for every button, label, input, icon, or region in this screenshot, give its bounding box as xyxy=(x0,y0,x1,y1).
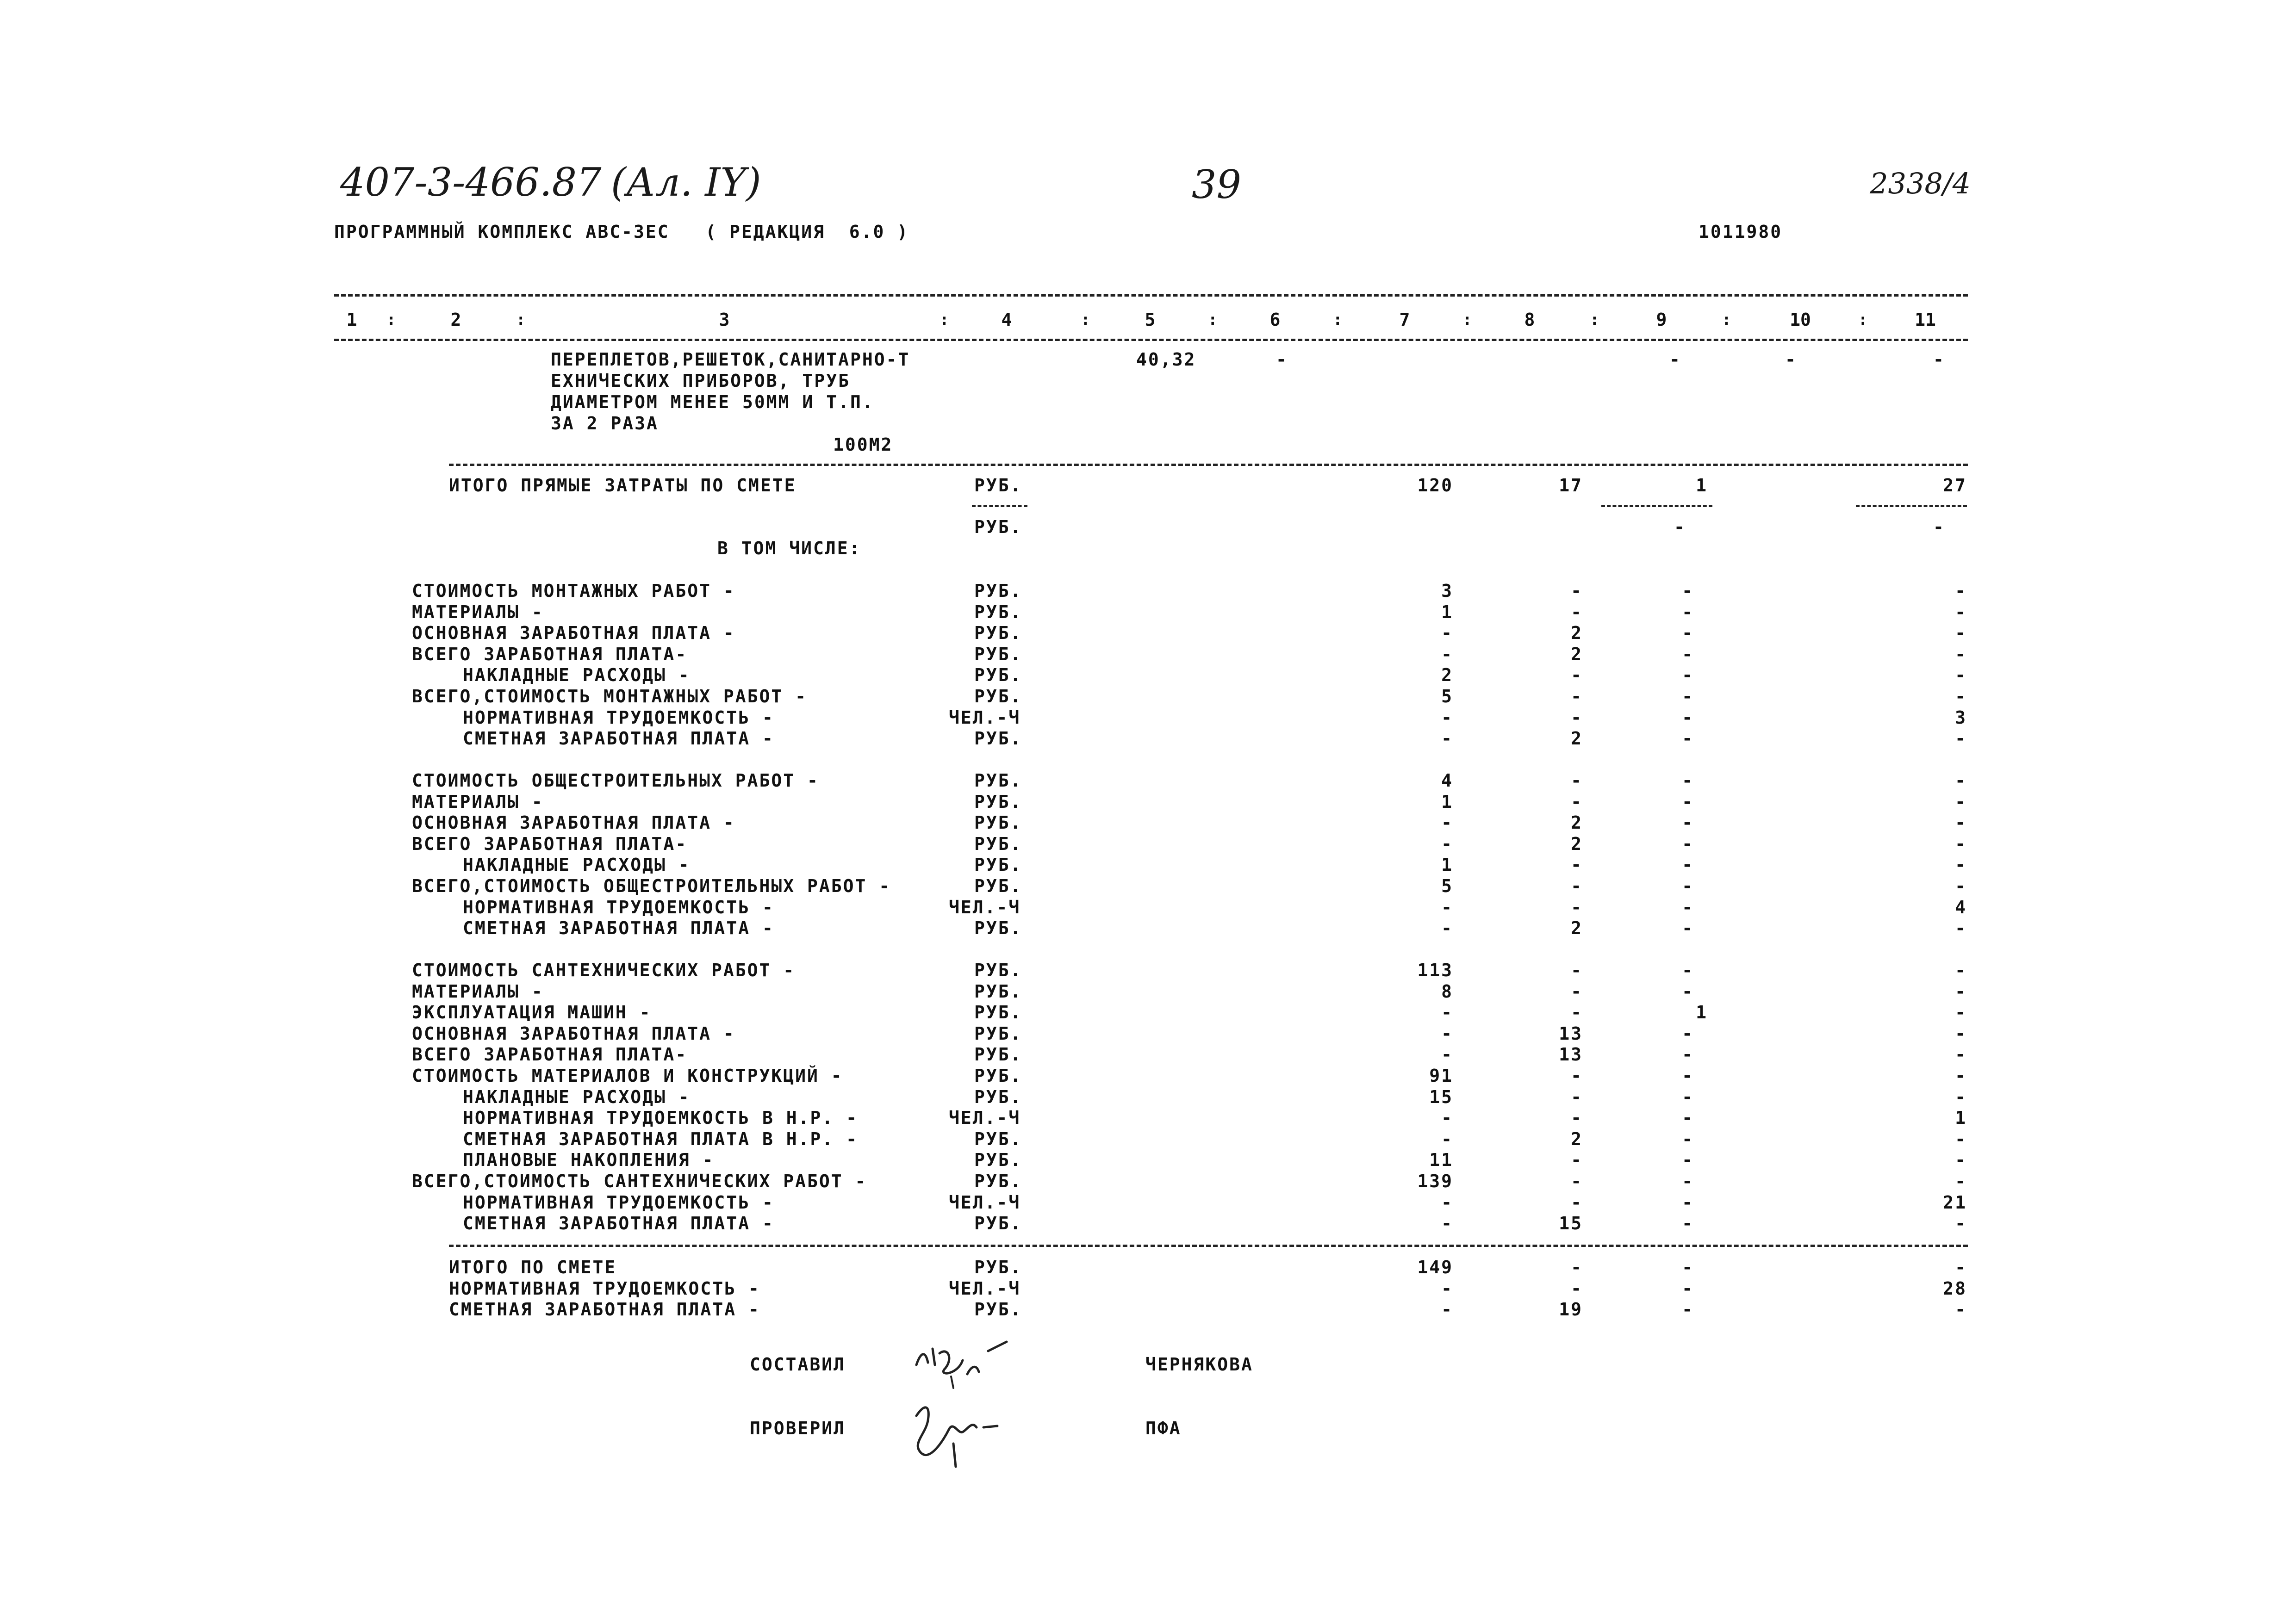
row-unit: ЧЕЛ.-Ч xyxy=(949,897,1021,917)
row-c9: - xyxy=(1682,855,1694,875)
row-c7: 11 xyxy=(1429,1150,1453,1170)
row-label: СМЕТНАЯ ЗАРАБОТНАЯ ПЛАТА В Н.Р. - xyxy=(463,1129,858,1149)
row-c8: 2 xyxy=(1571,1129,1583,1149)
row-c11: - xyxy=(1955,1066,1967,1086)
row-c7: 1 xyxy=(1441,602,1453,622)
row-c11: - xyxy=(1955,602,1967,622)
row-c9: - xyxy=(1682,1192,1694,1213)
row-c8: - xyxy=(1571,665,1583,685)
row-c8: - xyxy=(1571,1257,1583,1277)
row-unit: РУБ. xyxy=(974,1299,1022,1320)
c11-underline xyxy=(1856,505,1967,507)
row-c9: - xyxy=(1682,581,1694,601)
row-c8: - xyxy=(1571,707,1583,728)
row-unit: РУБ. xyxy=(974,1213,1022,1233)
row-c9: - xyxy=(1682,1213,1694,1233)
row-c9: - xyxy=(1682,1023,1694,1044)
total-direct-unit: РУБ. xyxy=(974,475,1022,496)
row-unit: РУБ. xyxy=(974,581,1022,601)
row-label: СМЕТНАЯ ЗАРАБОТНАЯ ПЛАТА - xyxy=(463,918,774,938)
row-c11: - xyxy=(1955,1213,1967,1233)
compiled-name: ЧЕРНЯКОВА xyxy=(1145,1354,1253,1375)
row-c8: - xyxy=(1571,1278,1583,1299)
row-c7: 4 xyxy=(1441,770,1453,791)
program-line: ПРОГРАММНЫЙ КОМПЛЕКС АВС-3ЕС ( РЕДАКЦИЯ 6.0 ) xyxy=(334,222,909,242)
row-c11: - xyxy=(1955,960,1967,980)
row-c11: - xyxy=(1955,665,1967,685)
row-c7: 8 xyxy=(1441,981,1453,1002)
row-c9: - xyxy=(1682,707,1694,728)
row-c8: - xyxy=(1571,1066,1583,1086)
row-c8: 2 xyxy=(1571,918,1583,938)
row-unit: РУБ. xyxy=(974,1023,1022,1044)
column-separator: : xyxy=(516,310,526,329)
row-c9: - xyxy=(1682,1299,1694,1320)
row-c7: - xyxy=(1441,707,1453,728)
total-direct-sub-c11: - xyxy=(1933,517,1945,537)
row-c9: - xyxy=(1682,792,1694,812)
row-c9: - xyxy=(1682,1044,1694,1065)
column-separator: : xyxy=(1333,310,1343,329)
row-c7: - xyxy=(1441,1192,1453,1213)
row-label: НОРМАТИВНАЯ ТРУДОЕМКОСТЬ В Н.Р. - xyxy=(463,1108,858,1128)
row-unit: РУБ. xyxy=(974,834,1022,854)
row-label: СТОИМОСТЬ МАТЕРИАЛОВ И КОНСТРУКЦИЙ - xyxy=(412,1066,843,1086)
page-number: 39 xyxy=(1192,162,1241,207)
row-c11: - xyxy=(1955,1299,1967,1320)
row-c9: - xyxy=(1682,960,1694,980)
row-unit: РУБ. xyxy=(974,876,1022,896)
item-desc-line-2: ЕХНИЧЕСКИХ ПРИБОРОВ, ТРУБ xyxy=(551,371,850,391)
row-c7: - xyxy=(1441,644,1453,664)
row-label: НАКЛАДНЫЕ РАСХОДЫ - xyxy=(463,665,691,685)
row-label: СТОИМОСТЬ МОНТАЖНЫХ РАБОТ - xyxy=(412,581,735,601)
row-unit: РУБ. xyxy=(974,1150,1022,1170)
row-c11: - xyxy=(1955,1171,1967,1191)
column-separator: : xyxy=(1081,310,1090,329)
item-c6: - xyxy=(1276,349,1288,370)
total-direct-c11: 27 xyxy=(1943,475,1967,496)
total-direct-sub-c9: - xyxy=(1674,517,1686,537)
row-c7: 113 xyxy=(1417,960,1453,980)
row-c8: - xyxy=(1571,686,1583,707)
row-unit: ЧЕЛ.-Ч xyxy=(949,707,1021,728)
column-number-2: 2 xyxy=(450,310,461,330)
row-c7: 2 xyxy=(1441,665,1453,685)
row-c9: - xyxy=(1682,1278,1694,1299)
row-c11: - xyxy=(1955,1044,1967,1065)
row-c9: - xyxy=(1682,834,1694,854)
item-c5: 40,32 xyxy=(1136,349,1196,370)
row-c8: - xyxy=(1571,1150,1583,1170)
row-c8: - xyxy=(1571,897,1583,917)
rule-before-total xyxy=(449,464,1968,466)
row-unit: РУБ. xyxy=(974,855,1022,875)
row-unit: РУБ. xyxy=(974,981,1022,1002)
row-unit: ЧЕЛ.-Ч xyxy=(949,1192,1021,1213)
row-label: МАТЕРИАЛЫ - xyxy=(412,981,544,1002)
row-c9: - xyxy=(1682,644,1694,664)
row-unit: РУБ. xyxy=(974,1129,1022,1149)
row-label: МАТЕРИАЛЫ - xyxy=(412,602,544,622)
row-unit: РУБ. xyxy=(974,665,1022,685)
column-separator: : xyxy=(1858,310,1868,329)
row-c7: - xyxy=(1441,1108,1453,1128)
item-desc-line-4: ЗА 2 РАЗА xyxy=(551,413,659,434)
row-c11: - xyxy=(1955,918,1967,938)
row-c7: 1 xyxy=(1441,855,1453,875)
album-ref: (Ал. IY) xyxy=(611,160,761,205)
row-c8: 2 xyxy=(1571,834,1583,854)
row-unit: РУБ. xyxy=(974,602,1022,622)
row-c8: - xyxy=(1571,1192,1583,1213)
row-c9: - xyxy=(1682,1150,1694,1170)
row-unit: РУБ. xyxy=(974,960,1022,980)
item-c10: - xyxy=(1785,349,1797,370)
total-direct-c8: 17 xyxy=(1559,475,1583,496)
row-c7: - xyxy=(1441,623,1453,643)
row-c11: - xyxy=(1955,834,1967,854)
item-desc-line-1: ПЕРЕПЛЕТОВ,РЕШЕТОК,САНИТАРНО-Т xyxy=(551,349,910,370)
row-c11: 1 xyxy=(1955,1108,1967,1128)
column-number-5: 5 xyxy=(1145,310,1156,330)
row-c9: - xyxy=(1682,686,1694,707)
row-c7: 3 xyxy=(1441,581,1453,601)
row-label: СТОИМОСТЬ САНТЕХНИЧЕСКИХ РАБОТ - xyxy=(412,960,796,980)
row-c9: - xyxy=(1682,1129,1694,1149)
row-c7: 139 xyxy=(1417,1171,1453,1191)
row-label: ВСЕГО,СТОИМОСТЬ САНТЕХНИЧЕСКИХ РАБОТ - xyxy=(412,1171,867,1191)
row-c9: - xyxy=(1682,812,1694,833)
row-c9: - xyxy=(1682,981,1694,1002)
row-unit: РУБ. xyxy=(974,1257,1022,1277)
total-direct-sub-unit: РУБ. xyxy=(974,517,1022,537)
row-unit: РУБ. xyxy=(974,770,1022,791)
row-c11: - xyxy=(1955,581,1967,601)
row-c11: - xyxy=(1955,812,1967,833)
row-label: НОРМАТИВНАЯ ТРУДОЕМКОСТЬ - xyxy=(463,897,774,917)
row-c7: 1 xyxy=(1441,792,1453,812)
row-label: ВСЕГО ЗАРАБОТНАЯ ПЛАТА- xyxy=(412,644,688,664)
row-c8: - xyxy=(1571,855,1583,875)
row-label: НОРМАТИВНАЯ ТРУДОЕМКОСТЬ - xyxy=(463,1192,774,1213)
row-label: ОСНОВНАЯ ЗАРАБОТНАЯ ПЛАТА - xyxy=(412,623,735,643)
row-unit: ЧЕЛ.-Ч xyxy=(949,1278,1021,1299)
row-c8: - xyxy=(1571,602,1583,622)
row-c8: 2 xyxy=(1571,644,1583,664)
row-c9: 1 xyxy=(1696,1002,1708,1023)
row-c8: - xyxy=(1571,876,1583,896)
row-c8: 13 xyxy=(1559,1023,1583,1044)
total-direct-c9: 1 xyxy=(1696,475,1708,496)
column-separator: : xyxy=(1722,310,1731,329)
doc-code: 407-3-466.87 xyxy=(340,160,602,205)
row-c8: - xyxy=(1571,770,1583,791)
total-direct-label: ИТОГО ПРЯМЫЕ ЗАТРАТЫ ПО СМЕТЕ xyxy=(449,475,796,496)
column-number-10: 10 xyxy=(1790,310,1811,330)
column-separator: : xyxy=(940,310,949,329)
row-unit: РУБ. xyxy=(974,792,1022,812)
row-unit: РУБ. xyxy=(974,1087,1022,1107)
row-c11: - xyxy=(1955,792,1967,812)
row-c9: - xyxy=(1682,876,1694,896)
column-separator: : xyxy=(1590,310,1599,329)
item-c9: - xyxy=(1669,349,1681,370)
column-number-9: 9 xyxy=(1656,310,1667,330)
row-c11: - xyxy=(1955,623,1967,643)
row-unit: РУБ. xyxy=(974,1044,1022,1065)
row-c11: - xyxy=(1955,1002,1967,1023)
row-unit: РУБ. xyxy=(974,686,1022,707)
including-label: В ТОМ ЧИСЛЕ: xyxy=(717,538,861,558)
row-label: НАКЛАДНЫЕ РАСХОДЫ - xyxy=(463,855,691,875)
column-number-7: 7 xyxy=(1399,310,1410,330)
code-right: 1011980 xyxy=(1699,222,1783,242)
row-label: ОСНОВНАЯ ЗАРАБОТНАЯ ПЛАТА - xyxy=(412,1023,735,1044)
row-unit: РУБ. xyxy=(974,1171,1022,1191)
column-separator: : xyxy=(1462,310,1472,329)
row-c9: - xyxy=(1682,897,1694,917)
row-label: СМЕТНАЯ ЗАРАБОТНАЯ ПЛАТА - xyxy=(449,1299,760,1320)
row-c9: - xyxy=(1682,728,1694,749)
row-c9: - xyxy=(1682,1171,1694,1191)
row-unit: РУБ. xyxy=(974,1002,1022,1023)
row-c8: - xyxy=(1571,1171,1583,1191)
row-unit: РУБ. xyxy=(974,812,1022,833)
column-number-4: 4 xyxy=(1001,310,1012,330)
column-number-11: 11 xyxy=(1915,310,1936,330)
row-c7: - xyxy=(1441,1213,1453,1233)
row-c7: 5 xyxy=(1441,686,1453,707)
total-direct-c7: 120 xyxy=(1417,475,1453,496)
row-label: ПЛАНОВЫЕ НАКОПЛЕНИЯ - xyxy=(463,1150,715,1170)
header-rule-top xyxy=(334,294,1968,297)
item-desc-line-3: ДИАМЕТРОМ МЕНЕЕ 50ММ И Т.П. xyxy=(551,392,874,412)
row-c11: - xyxy=(1955,1150,1967,1170)
row-unit: РУБ. xyxy=(974,623,1022,643)
row-c9: - xyxy=(1682,1087,1694,1107)
row-label: СМЕТНАЯ ЗАРАБОТНАЯ ПЛАТА - xyxy=(463,728,774,749)
row-c11: - xyxy=(1955,981,1967,1002)
row-c9: - xyxy=(1682,1257,1694,1277)
checked-signature xyxy=(902,1393,1014,1471)
compiled-label: СОСТАВИЛ xyxy=(750,1354,846,1375)
row-c7: - xyxy=(1441,897,1453,917)
row-c9: - xyxy=(1682,1066,1694,1086)
row-label: ИТОГО ПО СМЕТЕ xyxy=(449,1257,617,1277)
row-c11: 3 xyxy=(1955,707,1967,728)
c9-underline xyxy=(1601,505,1712,507)
row-c7: - xyxy=(1441,728,1453,749)
checked-name: ПФА xyxy=(1145,1418,1182,1438)
row-c8: - xyxy=(1571,581,1583,601)
column-number-6: 6 xyxy=(1269,310,1281,330)
row-c8: 2 xyxy=(1571,812,1583,833)
row-unit: РУБ. xyxy=(974,1066,1022,1086)
row-c9: - xyxy=(1682,623,1694,643)
row-c8: - xyxy=(1571,981,1583,1002)
row-label: СТОИМОСТЬ ОБЩЕСТРОИТЕЛЬНЫХ РАБОТ - xyxy=(412,770,819,791)
row-c7: - xyxy=(1441,918,1453,938)
row-c11: - xyxy=(1955,855,1967,875)
row-c7: 91 xyxy=(1429,1066,1453,1086)
checked-label: ПРОВЕРИЛ xyxy=(750,1418,846,1438)
row-label: НОРМАТИВНАЯ ТРУДОЕМКОСТЬ - xyxy=(449,1278,760,1299)
column-separator: : xyxy=(1208,310,1218,329)
row-label: ОСНОВНАЯ ЗАРАБОТНАЯ ПЛАТА - xyxy=(412,812,735,833)
row-c7: 15 xyxy=(1429,1087,1453,1107)
header-rule-bottom xyxy=(334,339,1968,341)
row-c11: - xyxy=(1955,728,1967,749)
column-number-8: 8 xyxy=(1524,310,1535,330)
row-label: МАТЕРИАЛЫ - xyxy=(412,792,544,812)
row-c7: - xyxy=(1441,1129,1453,1149)
rule-before-final-total xyxy=(449,1245,1968,1247)
row-c11: - xyxy=(1955,1087,1967,1107)
row-label: НОРМАТИВНАЯ ТРУДОЕМКОСТЬ - xyxy=(463,707,774,728)
row-c8: - xyxy=(1571,960,1583,980)
row-c11: - xyxy=(1955,1257,1967,1277)
row-c11: - xyxy=(1955,1023,1967,1044)
row-c8: - xyxy=(1571,792,1583,812)
row-c8: - xyxy=(1571,1087,1583,1107)
row-unit: РУБ. xyxy=(974,918,1022,938)
row-unit: ЧЕЛ.-Ч xyxy=(949,1108,1021,1128)
sheet-ref: 2338/4 xyxy=(1870,167,1971,200)
row-c7: 149 xyxy=(1417,1257,1453,1277)
item-c11: - xyxy=(1933,349,1945,370)
row-unit: РУБ. xyxy=(974,728,1022,749)
row-c11: - xyxy=(1955,686,1967,707)
row-c7: - xyxy=(1441,1023,1453,1044)
row-c8: 19 xyxy=(1559,1299,1583,1320)
column-separator: : xyxy=(386,310,396,329)
row-c8: 2 xyxy=(1571,623,1583,643)
row-c11: 21 xyxy=(1943,1192,1967,1213)
row-c11: 4 xyxy=(1955,897,1967,917)
row-label: ЭКСПЛУАТАЦИЯ МАШИН - xyxy=(412,1002,652,1023)
row-c7: - xyxy=(1441,1278,1453,1299)
row-c7: 5 xyxy=(1441,876,1453,896)
column-number-3: 3 xyxy=(719,310,730,330)
row-c9: - xyxy=(1682,665,1694,685)
row-c11: - xyxy=(1955,770,1967,791)
row-c9: - xyxy=(1682,770,1694,791)
row-label: НАКЛАДНЫЕ РАСХОДЫ - xyxy=(463,1087,691,1107)
unit-underline xyxy=(972,505,1027,507)
row-c11: - xyxy=(1955,876,1967,896)
row-c7: - xyxy=(1441,1044,1453,1065)
row-c8: 15 xyxy=(1559,1213,1583,1233)
row-c7: - xyxy=(1441,834,1453,854)
row-c9: - xyxy=(1682,1108,1694,1128)
row-label: ВСЕГО,СТОИМОСТЬ МОНТАЖНЫХ РАБОТ - xyxy=(412,686,807,707)
row-c9: - xyxy=(1682,918,1694,938)
row-c7: - xyxy=(1441,1299,1453,1320)
row-c8: 13 xyxy=(1559,1044,1583,1065)
row-unit: РУБ. xyxy=(974,644,1022,664)
row-c7: - xyxy=(1441,1002,1453,1023)
row-c11: - xyxy=(1955,1129,1967,1149)
row-label: ВСЕГО,СТОИМОСТЬ ОБЩЕСТРОИТЕЛЬНЫХ РАБОТ - xyxy=(412,876,891,896)
column-number-1: 1 xyxy=(346,310,357,330)
row-c11: 28 xyxy=(1943,1278,1967,1299)
row-label: ВСЕГО ЗАРАБОТНАЯ ПЛАТА- xyxy=(412,834,688,854)
row-label: ВСЕГО ЗАРАБОТНАЯ ПЛАТА- xyxy=(412,1044,688,1065)
row-c8: - xyxy=(1571,1002,1583,1023)
row-c9: - xyxy=(1682,602,1694,622)
row-c8: 2 xyxy=(1571,728,1583,749)
compiled-signature xyxy=(907,1333,1032,1393)
row-c8: - xyxy=(1571,1108,1583,1128)
row-c7: - xyxy=(1441,812,1453,833)
row-c11: - xyxy=(1955,644,1967,664)
item-unit: 100М2 xyxy=(833,434,893,455)
row-label: СМЕТНАЯ ЗАРАБОТНАЯ ПЛАТА - xyxy=(463,1213,774,1233)
